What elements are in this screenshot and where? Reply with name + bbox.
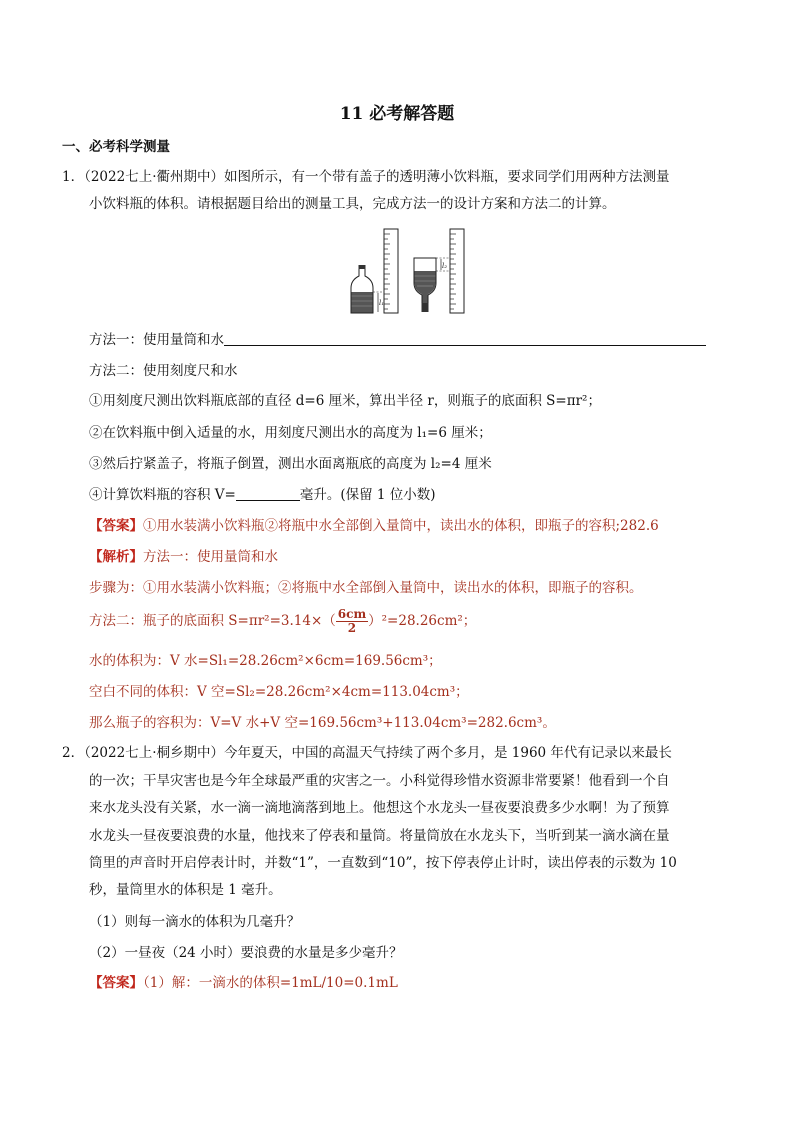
- analysis-line3-a: 方法二：瓶子的底面积 S=πr²=3.14×（: [89, 613, 336, 629]
- step4-text-b: 毫升。(保留 1 位小数): [299, 487, 436, 503]
- q1-answer-row: [89, 517, 659, 535]
- volume-answer-blank[interactable]: [236, 486, 300, 501]
- fraction: [336, 608, 368, 635]
- fraction-numerator: 6cm: [337, 607, 367, 621]
- label-l2: l₂: [442, 262, 448, 270]
- step4-row: [89, 486, 436, 504]
- page-title: 11 必考解答题: [339, 104, 455, 124]
- q1-text-line2: 小饮料瓶的体积。请根据题目给出的测量工具，完成方法一的设计方案和方法二的计算。: [89, 196, 616, 212]
- q2-answer-row: [89, 974, 398, 992]
- analysis-tag: 【解析】: [89, 549, 143, 565]
- answer-tag: 【答案】: [89, 975, 143, 991]
- analysis-line3-b: ）²=28.26cm²；: [368, 613, 477, 629]
- answer-tag: 【答案】: [89, 518, 143, 534]
- fraction-denominator: 2: [347, 621, 357, 635]
- analysis-line1: 方法一：使用量筒和水: [143, 549, 278, 565]
- step2-text: ②在饮料瓶中倒入适量的水，用刻度尺测出水的高度为 l₁=6 厘米；: [89, 425, 492, 441]
- q1-text-line1: 1．（2022七上·衢州期中）如图所示，有一个带有盖子的透明薄小饮料瓶，要求同学们用两种方法测量: [62, 169, 670, 185]
- q2-text-line5: 筒里的声音时开启停表计时，并数“1”，一直数到“10”，按下停表停止计时，读出停表的示数为 10: [89, 855, 677, 871]
- q1-analysis-row: [89, 548, 278, 566]
- analysis-line2: 步骤为：①用水装满小饮料瓶；②将瓶中水全部倒入量筒中，读出水的体积，即瓶子的容积。: [89, 580, 643, 596]
- label-l1: l₁: [379, 299, 385, 307]
- q2-text-line1: 2．（2022七上·桐乡期中）今年夏天，中国的高温天气持续了两个多月，是 1960 年代有记录以来最长: [62, 745, 672, 761]
- analysis-line5: 空白不同的体积：V 空=Sl₂=28.26cm²×4cm=113.04cm³；: [89, 684, 469, 700]
- q2-text-line4: 水龙头一昼夜要浪费的水量，他找来了停表和量筒。将量筒放在水龙头下，当听到某一滴水滴在量: [89, 828, 670, 844]
- section-heading: 一、必考科学测量: [62, 139, 170, 155]
- analysis-line3: [89, 608, 476, 635]
- method1-answer-blank[interactable]: [224, 331, 706, 346]
- method1-label: 方法一：使用量筒和水: [89, 332, 224, 348]
- bottle-ruler-figure: [350, 228, 470, 316]
- step3-text: ③然后拧紧盖子，将瓶子倒置，测出水面离瓶底的高度为 l₂=4 厘米: [89, 456, 492, 472]
- q2-answer-text: （1）解：一滴水的体积=1mL/10=0.1mL: [143, 975, 398, 991]
- q2-text-line6: 秒，量筒里水的体积是 1 毫升。: [89, 882, 282, 898]
- q2-text-line3: 来水龙头没有关紧，水一滴一滴地滴落到地上。他想这个水龙头一昼夜要浪费多少水啊！为了预算: [89, 800, 670, 816]
- step1-text: ①用刻度尺测出饮料瓶底部的直径 d=6 厘米，算出半径 r，则瓶子的底面积 S=πr²；: [89, 393, 601, 409]
- q1-answer-text: ①用水装满小饮料瓶②将瓶中水全部倒入量筒中，读出水的体积，即瓶子的容积;282.6: [143, 518, 659, 534]
- q2-subquestion-2: （2）一昼夜（24 小时）要浪费的水量是多少毫升？: [89, 945, 403, 961]
- step4-text-a: ④计算饮料瓶的容积 V=: [89, 487, 236, 503]
- q2-subquestion-1: （1）则每一滴水的体积为几毫升？: [89, 914, 301, 930]
- analysis-line6: 那么瓶子的容积为：V=V 水+V 空=169.56cm³+113.04cm³=282.6cm³。: [89, 715, 556, 731]
- q2-text-line2: 的一次；干旱灾害也是今年全球最严重的灾害之一。小科觉得珍惜水资源非常要紧！他看到一个自: [89, 773, 670, 789]
- method1-row: [89, 331, 706, 349]
- method2-label: 方法二：使用刻度尺和水: [89, 363, 238, 379]
- analysis-line4: 水的体积为：V 水=Sl₁=28.26cm²×6cm=169.56cm³；: [89, 653, 442, 669]
